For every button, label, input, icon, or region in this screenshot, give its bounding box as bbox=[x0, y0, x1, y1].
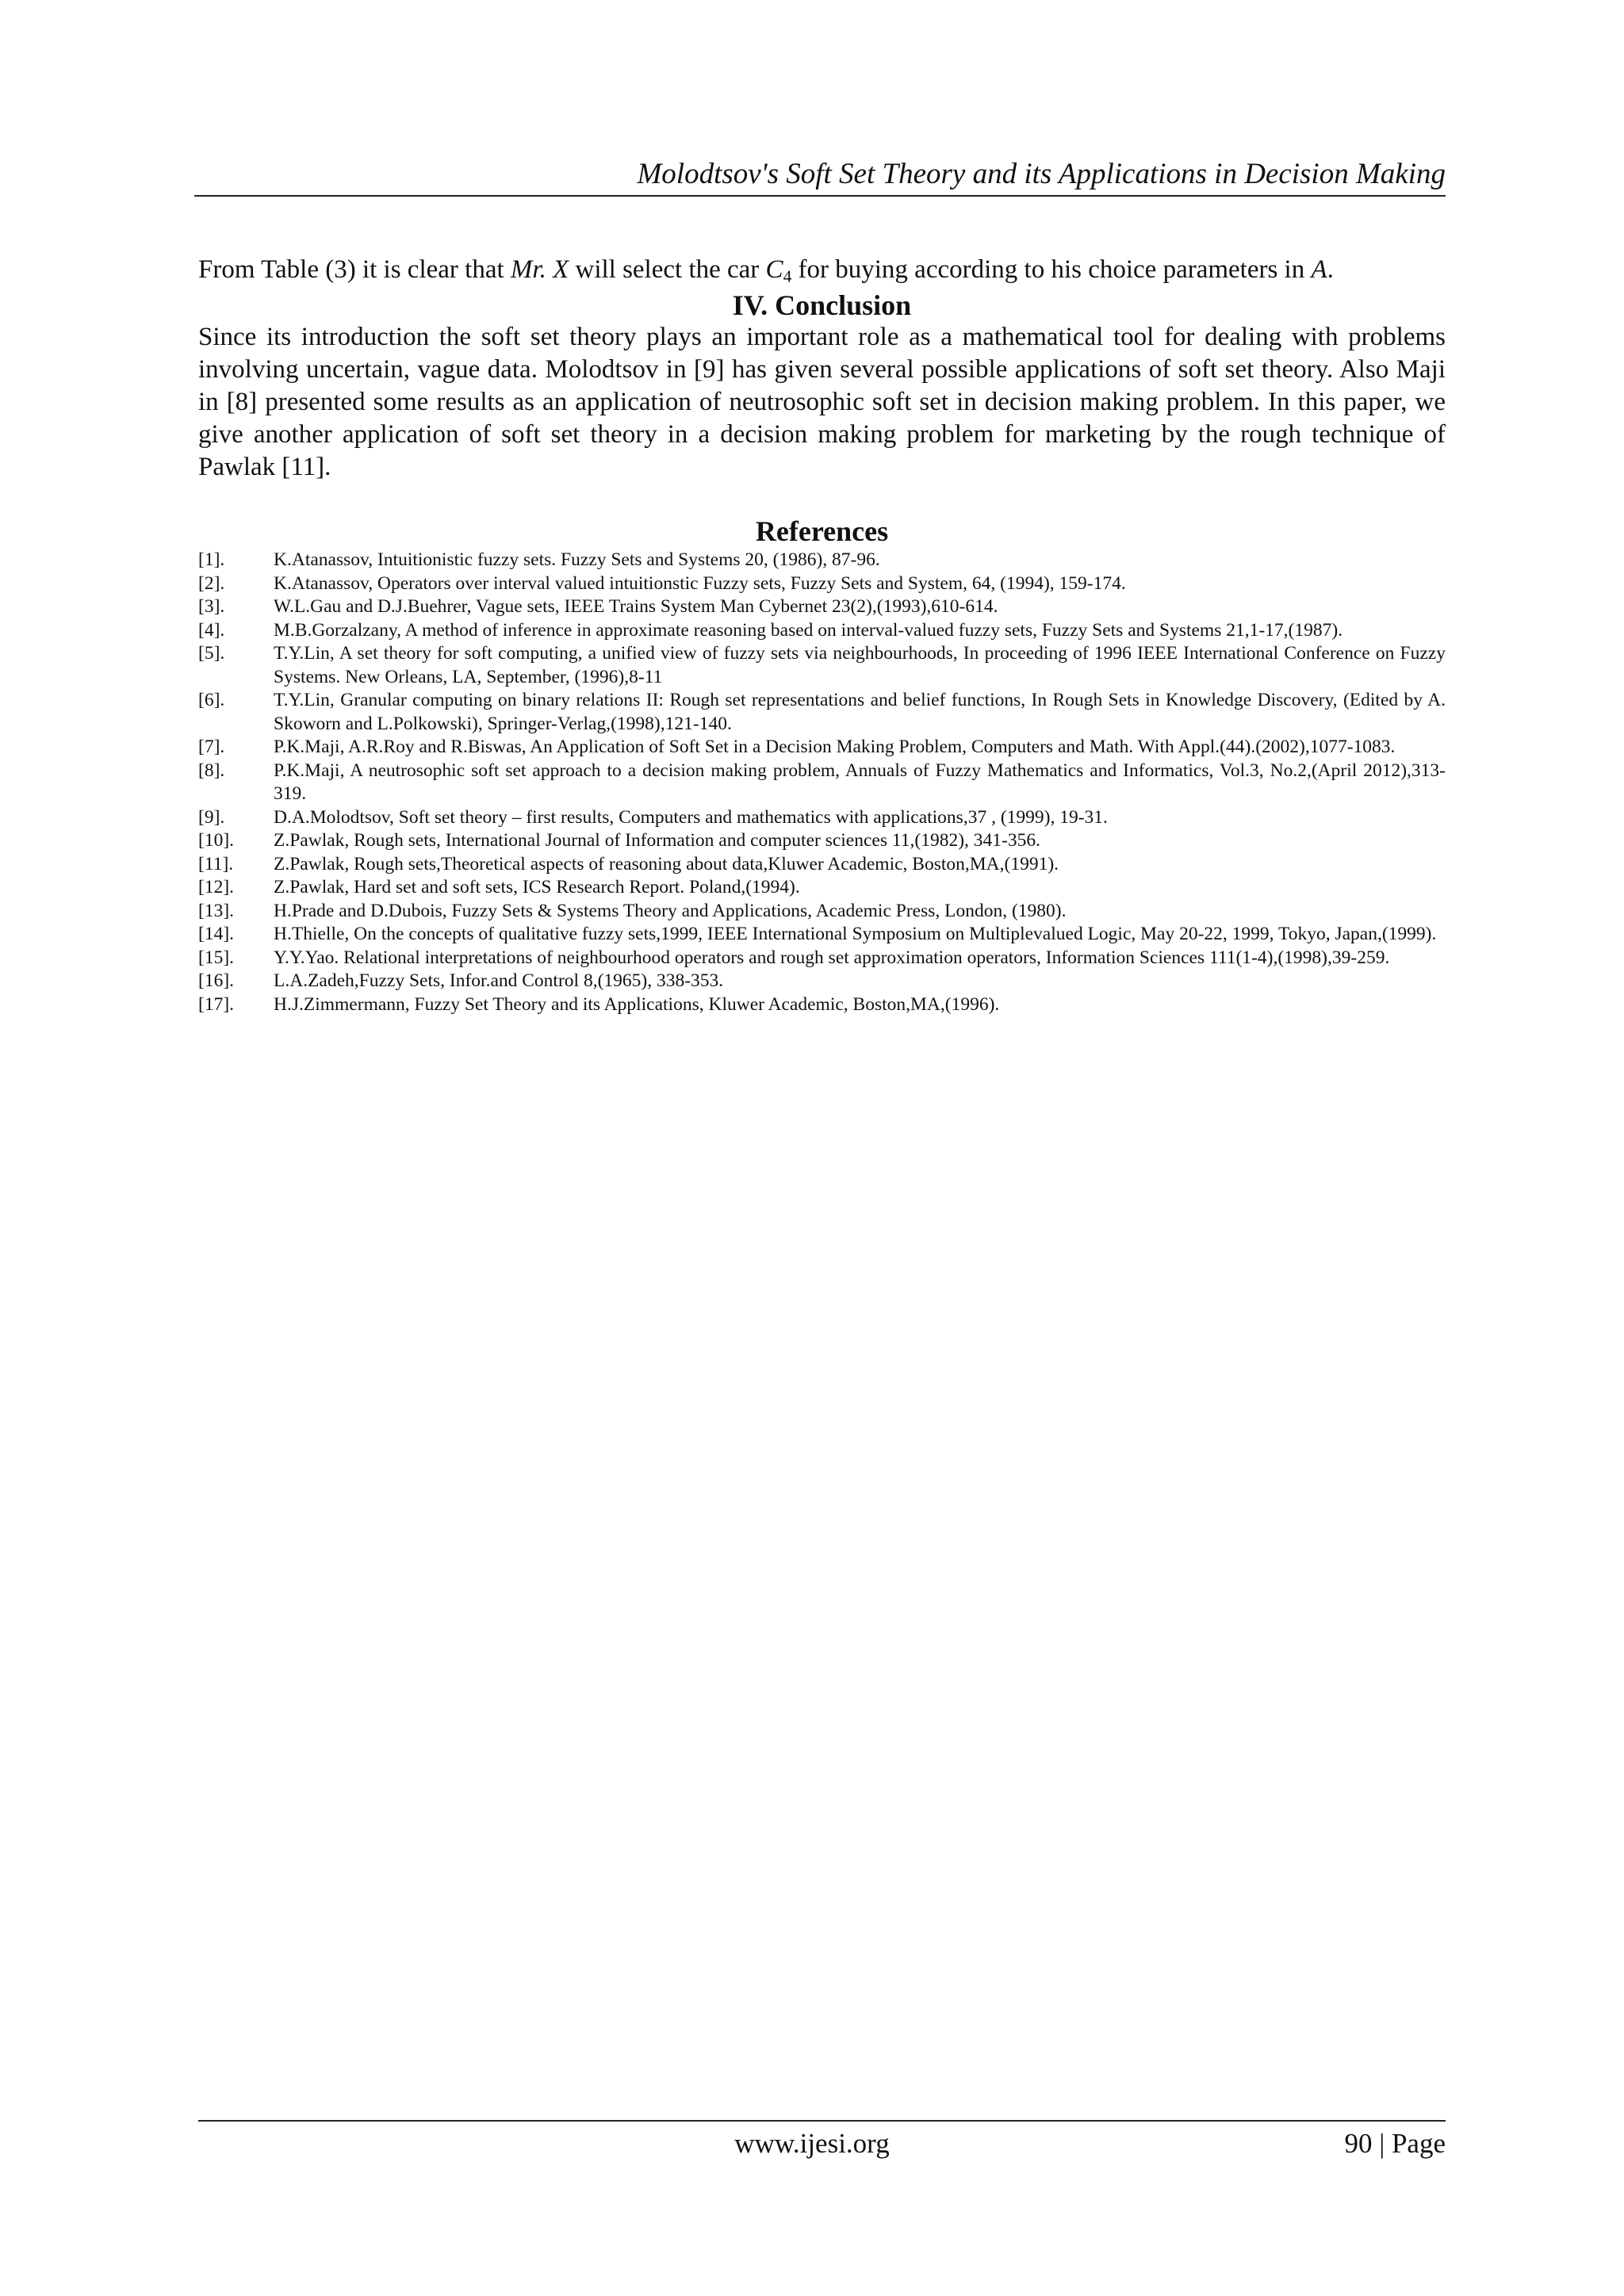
reference-number: [13]. bbox=[198, 900, 235, 921]
reference-item bbox=[198, 806, 1446, 830]
reference-text: Z.Pawlak, Rough sets, International Journal of Information and computer sciences 11,(1982), 341-356. bbox=[274, 830, 1040, 851]
intro-paragraph bbox=[198, 254, 1446, 286]
reference-number: [16]. bbox=[198, 970, 235, 991]
intro-car-symbol: C bbox=[765, 255, 783, 284]
reference-text: K.Atanassov, Operators over interval valued intuitionstic Fuzzy sets, Fuzzy Sets and System, 64, (1994), 159-174. bbox=[274, 572, 1126, 594]
intro-text-2: will select the car bbox=[569, 255, 766, 284]
reference-number: [2]. bbox=[198, 572, 225, 594]
references-list bbox=[198, 549, 1446, 1016]
reference-item bbox=[198, 947, 1446, 970]
running-header-title: Molodtsov's Soft Set Theory and its Applications in Decision Making bbox=[637, 158, 1446, 190]
footer-page-number: 90 | Page bbox=[1344, 2128, 1446, 2159]
reference-number: [7]. bbox=[198, 737, 225, 757]
reference-item bbox=[198, 829, 1446, 853]
reference-text: H.Thielle, On the concepts of qualitative fuzzy sets,1999, IEEE International Symposium on Multiplevalued Logic, May 20-22, 1999, Tokyo, Japan,(1999). bbox=[274, 924, 1437, 944]
reference-item bbox=[198, 900, 1446, 924]
reference-item bbox=[198, 970, 1446, 993]
intro-mr-x: Mr. X bbox=[510, 255, 569, 284]
intro-text-1: From Table (3) it is clear that bbox=[198, 255, 511, 284]
intro-text-4: . bbox=[1327, 255, 1334, 284]
reference-item bbox=[198, 619, 1446, 643]
reference-number: [17]. bbox=[198, 993, 235, 1015]
reference-number: [9]. bbox=[198, 806, 225, 828]
reference-number: [11]. bbox=[198, 853, 234, 874]
reference-item bbox=[198, 595, 1446, 619]
intro-param-set: A bbox=[1311, 255, 1327, 284]
reference-item bbox=[198, 736, 1446, 760]
reference-item bbox=[198, 993, 1446, 1017]
intro-text-3: for buying according to his choice parameters in bbox=[791, 255, 1312, 284]
reference-text: Z.Pawlak, Hard set and soft sets, ICS Research Report. Poland,(1994). bbox=[274, 877, 800, 897]
reference-number: [8]. bbox=[198, 760, 225, 781]
reference-number: [14]. bbox=[198, 924, 235, 944]
reference-number: [6]. bbox=[198, 690, 225, 710]
reference-text: D.A.Molodtsov, Soft set theory – first results, Computers and mathematics with applications,37 , (1999), 19-31. bbox=[274, 806, 1108, 828]
reference-text: L.A.Zadeh,Fuzzy Sets, Infor.and Control 8,(1965), 338-353. bbox=[274, 970, 724, 991]
reference-item bbox=[198, 923, 1446, 947]
reference-number: [4]. bbox=[198, 619, 225, 641]
reference-number: [12]. bbox=[198, 877, 235, 897]
reference-number: [1]. bbox=[198, 549, 225, 570]
reference-item bbox=[198, 760, 1446, 806]
reference-text: Y.Y.Yao. Relational interpretations of neighbourhood operators and rough set approximation operators, Information Sciences 111(1-4),(1998),39-259. bbox=[274, 947, 1390, 968]
references-heading: References bbox=[755, 515, 889, 547]
footer-rule bbox=[198, 2120, 1446, 2122]
reference-text: H.Prade and D.Dubois, Fuzzy Sets & Systems Theory and Applications, Academic Press, London, (1980). bbox=[274, 900, 1067, 921]
reference-text: T.Y.Lin, Granular computing on binary relations II: Rough set representations and belief functions, In Rough Sets in Knowledge Discovery, (Edited by A. Skoworn and L.Polkowski), Springer-Verlag,(1998),121-140. bbox=[274, 690, 1446, 734]
reference-item bbox=[198, 642, 1446, 689]
reference-item bbox=[198, 572, 1446, 596]
reference-item bbox=[198, 853, 1446, 877]
reference-number: [10]. bbox=[198, 830, 235, 851]
reference-number: [5]. bbox=[198, 643, 225, 664]
reference-item bbox=[198, 689, 1446, 736]
footer-url: www.ijesi.org bbox=[734, 2128, 890, 2159]
reference-number: [15]. bbox=[198, 947, 235, 968]
reference-text: P.K.Maji, A neutrosophic soft set approach to a decision making problem, Annuals of Fuzzy Mathematics and Informatics, Vol.3, No.2,(April 2012),313-319. bbox=[274, 760, 1446, 804]
reference-item bbox=[198, 876, 1446, 900]
reference-text: Z.Pawlak, Rough sets,Theoretical aspects of reasoning about data,Kluwer Academic, Boston,MA,(1991). bbox=[274, 853, 1059, 874]
header-rule bbox=[194, 195, 1446, 197]
reference-text: H.J.Zimmermann, Fuzzy Set Theory and its Applications, Kluwer Academic, Boston,MA,(1996). bbox=[274, 993, 1000, 1015]
reference-text: K.Atanassov, Intuitionistic fuzzy sets. Fuzzy Sets and Systems 20, (1986), 87-96. bbox=[274, 549, 880, 570]
reference-text: T.Y.Lin, A set theory for soft computing, a unified view of fuzzy sets via neighbourhoods, In proceeding of 1996 IEEE International Conference on Fuzzy Systems. New Orleans, LA, September, (1996),8-11 bbox=[274, 643, 1446, 687]
reference-text: M.B.Gorzalzany, A method of inference in approximate reasoning based on interval-valued fuzzy sets, Fuzzy Sets and Systems 21,1-17,(1987). bbox=[274, 619, 1343, 641]
conclusion-heading: IV. Conclusion bbox=[732, 289, 912, 321]
intro-car-subscript: 4 bbox=[783, 266, 792, 286]
reference-item bbox=[198, 549, 1446, 572]
reference-number: [3]. bbox=[198, 596, 225, 617]
conclusion-paragraph: Since its introduction the soft set theory plays an important role as a mathematical tool for dealing with problems involving uncertain, vague data. Molodtsov in [9] has given several possible applications of soft set theory. Also Maji in [8] presented some results as an application of neutrosophic soft set in decision making problem. In this paper, we give another application of soft set theory in a decision making problem for marketing by the rough technique of Pawlak [11]. bbox=[198, 323, 1446, 481]
reference-text: P.K.Maji, A.R.Roy and R.Biswas, An Application of Soft Set in a Decision Making Problem, Computers and Math. With Appl.(44).(2002),1077-1083. bbox=[274, 737, 1396, 757]
reference-text: W.L.Gau and D.J.Buehrer, Vague sets, IEEE Trains System Man Cybernet 23(2),(1993),610-614. bbox=[274, 596, 998, 617]
